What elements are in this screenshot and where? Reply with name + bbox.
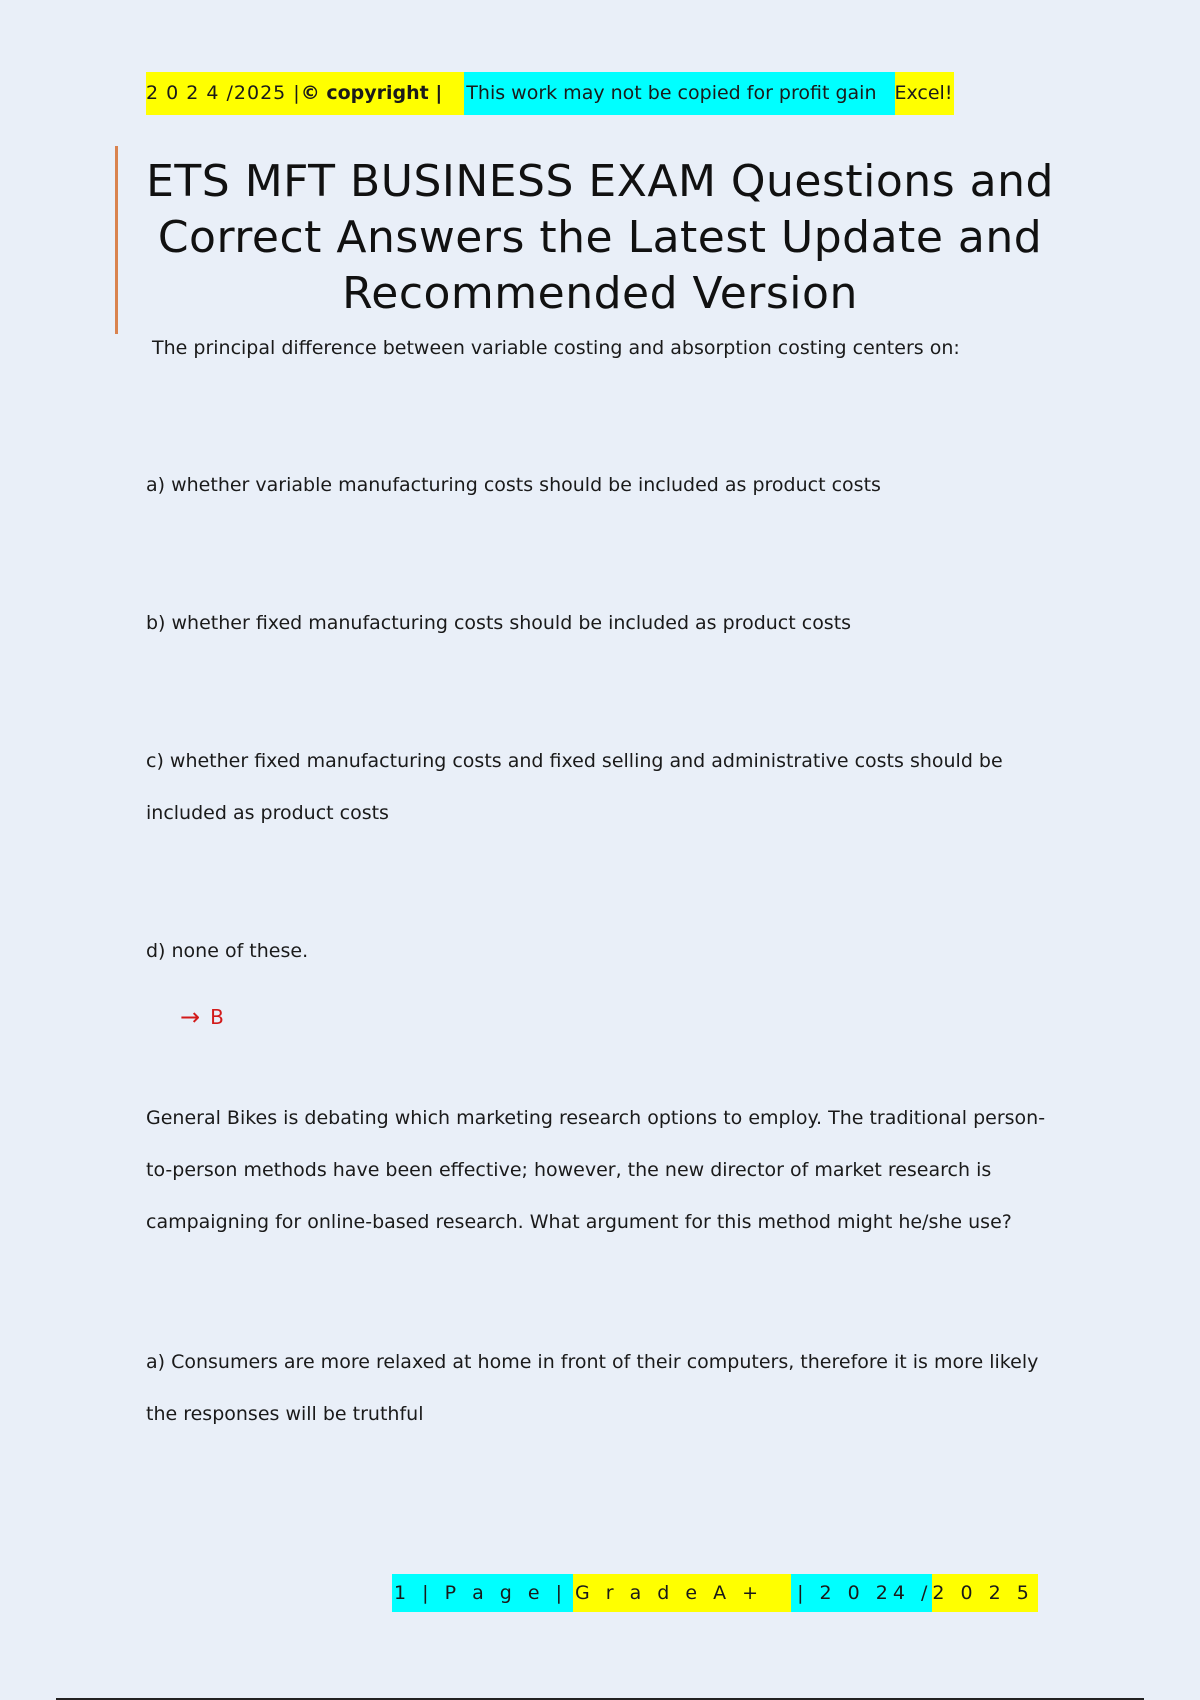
page-footer — [392, 1574, 1038, 1612]
header-year: 2 0 2 4 /2025 | — [146, 72, 301, 115]
header-copyright: © copyright | — [301, 72, 465, 115]
footer-year-part1: | 2 0 24 / — [791, 1574, 932, 1612]
title-accent-rule — [115, 146, 118, 334]
copyright-header — [146, 72, 954, 115]
question-1-option-b: b) whether fixed manufacturing costs should be included as product costs — [146, 612, 852, 634]
question-1-stem: The principal difference between variable costing and absorption costing centers on: — [152, 337, 960, 359]
header-excel: Excel! — [895, 72, 955, 115]
document-title: ETS MFT BUSINESS EXAM Questions and Correct Answers the Latest Update and Recommended Version — [146, 156, 1054, 319]
question-1-option-d: d) none of these. — [146, 940, 309, 962]
footer-year-part2: 2 0 2 5 — [932, 1574, 1037, 1612]
footer-page-number: 1 | P a g e | — [392, 1574, 573, 1612]
question-2-stem: General Bikes is debating which marketing research options to employ. The traditional person-to-person methods have been effective; however, the new director of market research is campaigning for online-based research. What argument for this method might he/she use? — [146, 1107, 1046, 1233]
footer-grade: G r a d e A + — [573, 1574, 791, 1612]
question-1-option-c: c) whether fixed manufacturing costs and fixed selling and administrative costs should be included as product costs — [146, 750, 1003, 824]
arrow-right-icon: → — [180, 1003, 201, 1031]
answer-letter: B — [210, 1005, 224, 1029]
question-1-option-a: a) whether variable manufacturing costs should be included as product costs — [146, 474, 881, 496]
question-1-answer — [180, 1003, 224, 1031]
header-notice: This work may not be copied for profit gain — [464, 72, 894, 115]
question-2-option-a: a) Consumers are more relaxed at home in front of their computers, therefore it is more likely the responses will be truthful — [146, 1351, 1039, 1425]
